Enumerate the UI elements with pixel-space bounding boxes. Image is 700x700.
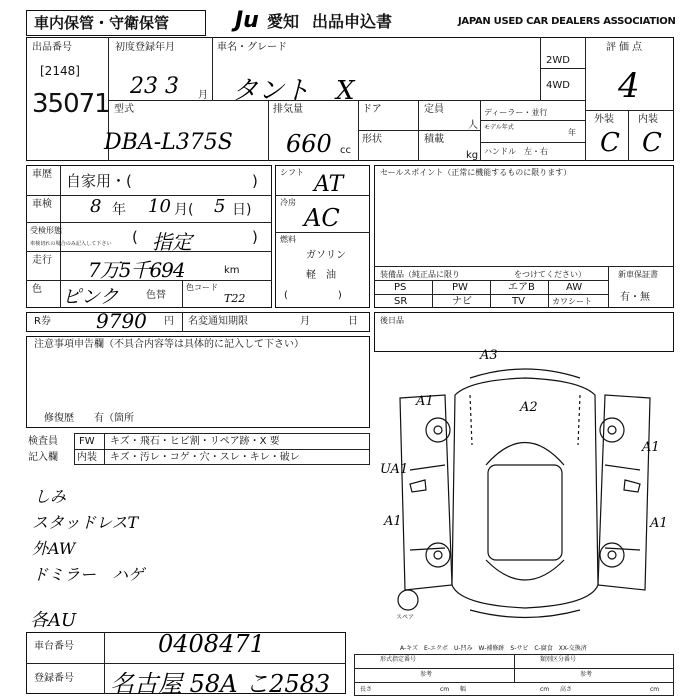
color-code-label: 色コード [186, 283, 218, 292]
damage-mark-ua1: UA1 [380, 462, 409, 477]
association-name: JAPAN USED CAR DEALERS ASSOCIATION [458, 16, 676, 27]
remark-3: 外AW [32, 539, 76, 558]
inspector-interior-items: キズ・汚レ・コゲ・穴・スレ・キレ・破レ [110, 452, 300, 463]
fuel-other: ( ) [284, 290, 342, 301]
shift-value: AT [314, 172, 344, 197]
mileage-value: 7万5千694 [88, 258, 185, 282]
color-tone-label: 色替 [146, 290, 166, 301]
model-year-label: モデル年式 [484, 124, 514, 131]
equip-airbag: エアB [508, 282, 535, 293]
logo-region: 愛知 [267, 12, 300, 31]
storage-title: 車内保管・守衛保管 [34, 14, 170, 32]
inspection-day-unit: 日) [232, 202, 252, 218]
damage-mark-a2: A2 [520, 400, 538, 415]
warranty-label: 新車保証書 [618, 270, 658, 279]
usage-close: ) [252, 172, 258, 190]
color-code-value: T22 [224, 292, 246, 305]
interior-label: 内装 [638, 114, 658, 125]
handle-label: ハンドル 左・右 [484, 147, 548, 156]
load-unit: kg [466, 150, 479, 161]
receive-note: 車検切れの場合のみ記入して下さい [30, 240, 112, 247]
displacement-label: 排気量 [273, 104, 303, 115]
spec-unit-3: cm [650, 686, 660, 693]
lot-sub-number: [2148] [40, 64, 80, 78]
registration-value: 23 3 [130, 74, 179, 99]
equip-ps: PS [394, 282, 407, 293]
color-label: 色 [32, 284, 42, 295]
shape-label: 形状 [362, 134, 382, 145]
usage-value: 自家用・( [66, 172, 132, 190]
remark-2: スタッドレスT [32, 513, 139, 532]
damage-mark-a1-1: A1 [416, 394, 434, 409]
damage-mark-a3: A3 [480, 348, 498, 363]
equip-aw: AW [566, 282, 583, 293]
repair-history: 修復歴 有（箇所 [44, 413, 134, 424]
plate-value: 名古屋 58A こ2583 [110, 670, 331, 698]
fuel-gasoline: ガソリン [306, 250, 346, 261]
recycle-value: 9790 [96, 309, 147, 333]
remark-1: しみ [34, 487, 67, 506]
dealer-label: ディーラー・並行 [484, 108, 548, 117]
legend-text: A-キズ E-エクボ U-凹み W-補修跡 S-サビ C-腐食 XX-交換済 [400, 645, 587, 652]
name-change-label: 名変通知期限 [188, 316, 248, 327]
chassis-value: 0408471 [158, 630, 265, 658]
drive-4wd: 4WD [546, 80, 570, 91]
spec-width: 幅 [460, 686, 467, 693]
equip-sr: SR [394, 296, 408, 307]
inspection-month-unit: 月( [174, 202, 194, 218]
lot-number: 35071 [32, 89, 110, 119]
inspector-fw: FW [79, 436, 95, 447]
equip-tv: TV [512, 296, 525, 307]
exterior-label: 外装 [594, 114, 614, 125]
doors-label: ドア [362, 104, 382, 115]
fuel-label: 燃料 [280, 235, 296, 244]
name-change-month: 月 [300, 316, 310, 327]
score-value: 4 [618, 66, 640, 106]
equip-pw: PW [452, 282, 468, 293]
spec-height: 高さ [560, 686, 573, 693]
type-code-value: DBA-L375S [104, 130, 233, 155]
inspector-interior: 内装 [77, 452, 97, 463]
inspection-year: 8 [90, 196, 102, 217]
capacity-unit: 人 [468, 120, 478, 131]
equipment-label-tail: をつけてください） [514, 270, 586, 279]
drive-2wd: 2WD [546, 55, 570, 66]
receive-value: 指定 [152, 230, 192, 254]
exterior-value: C [600, 128, 620, 158]
remark-4: ドミラー ハゲ [32, 565, 145, 584]
spec-length: 長さ [360, 686, 373, 693]
recycle-label: R券 [34, 316, 51, 327]
inspection-year-unit: 年 [112, 202, 126, 218]
form-title: 出品申込書 [312, 12, 393, 31]
damage-mark-a1-3: A1 [384, 514, 402, 529]
spec-type-label: 形式指定番号 [380, 656, 417, 663]
warranty-value: 有・無 [620, 292, 650, 303]
spec-ref-1: 参考 [420, 671, 433, 678]
plate-label: 登録番号 [34, 673, 74, 684]
lot-label: 出品番号 [32, 42, 72, 53]
shift-label: シフト [280, 168, 304, 177]
inspection-day: 5 [214, 196, 226, 217]
after-install-label: 後日品 [380, 316, 404, 325]
equipment-label: 装備品（純正品に限り [380, 270, 460, 279]
name-change-day: 日 [348, 316, 358, 327]
interior-value: C [642, 128, 662, 158]
displacement-unit: cc [340, 145, 351, 156]
sales-point-label: セールスポイント（正常に機能するものに限ります） [380, 168, 572, 177]
registration-label: 初度登録年月 [115, 42, 175, 53]
capacity-label: 定員 [424, 104, 444, 115]
damage-mark-a1-4: A1 [650, 516, 668, 531]
aircon-value: AC [304, 204, 340, 232]
fuel-diesel: 軽 油 [306, 270, 336, 281]
spec-ref-2: 参考 [580, 671, 593, 678]
mileage-label: 走行 [32, 255, 52, 266]
equip-leather: カワシート [552, 297, 592, 306]
inspector-label-2: 記入欄 [28, 452, 58, 463]
model-name-label: 車名・グレード [217, 42, 287, 53]
year-unit: 年 [568, 128, 576, 137]
notes-label: 注意事項申告欄（不具合内容等は具体的に記入して下さい） [34, 339, 304, 350]
usage-label: 車歴 [32, 169, 52, 180]
remark-5: 各AU [30, 610, 77, 631]
spec-unit-2: cm [540, 686, 550, 693]
spec-class-label: 類別区分番号 [540, 656, 577, 663]
receive-open: ( [132, 228, 138, 246]
score-label: 評価点 [606, 42, 645, 53]
type-code-label: 型式 [114, 104, 134, 115]
receive-label: 受検形態 [30, 226, 62, 235]
mileage-unit: km [224, 265, 240, 276]
chassis-label: 車台番号 [34, 641, 74, 652]
load-label: 積載 [424, 134, 444, 145]
inspector-label-1: 検査員 [28, 436, 58, 447]
spec-unit-1: cm [440, 686, 450, 693]
damage-mark-a1-2: A1 [642, 440, 660, 455]
receive-close: ) [252, 228, 258, 246]
spare-label: スペア [396, 614, 415, 621]
inspection-label: 車検 [32, 199, 52, 210]
aircon-label: 冷房 [280, 198, 296, 207]
recycle-unit: 円 [164, 316, 174, 327]
model-name-value: タント X [232, 76, 355, 106]
equip-navi: ナビ [452, 296, 472, 307]
ju-logo: Ju [235, 8, 259, 33]
registration-month-label: 月 [198, 90, 208, 101]
inspection-month: 10 [148, 196, 171, 217]
inspector-fw-items: キズ・飛石・ヒビ割・リペア跡・X 要 [110, 436, 280, 447]
displacement-value: 660 [286, 130, 332, 158]
color-value: ピンク [62, 286, 119, 308]
